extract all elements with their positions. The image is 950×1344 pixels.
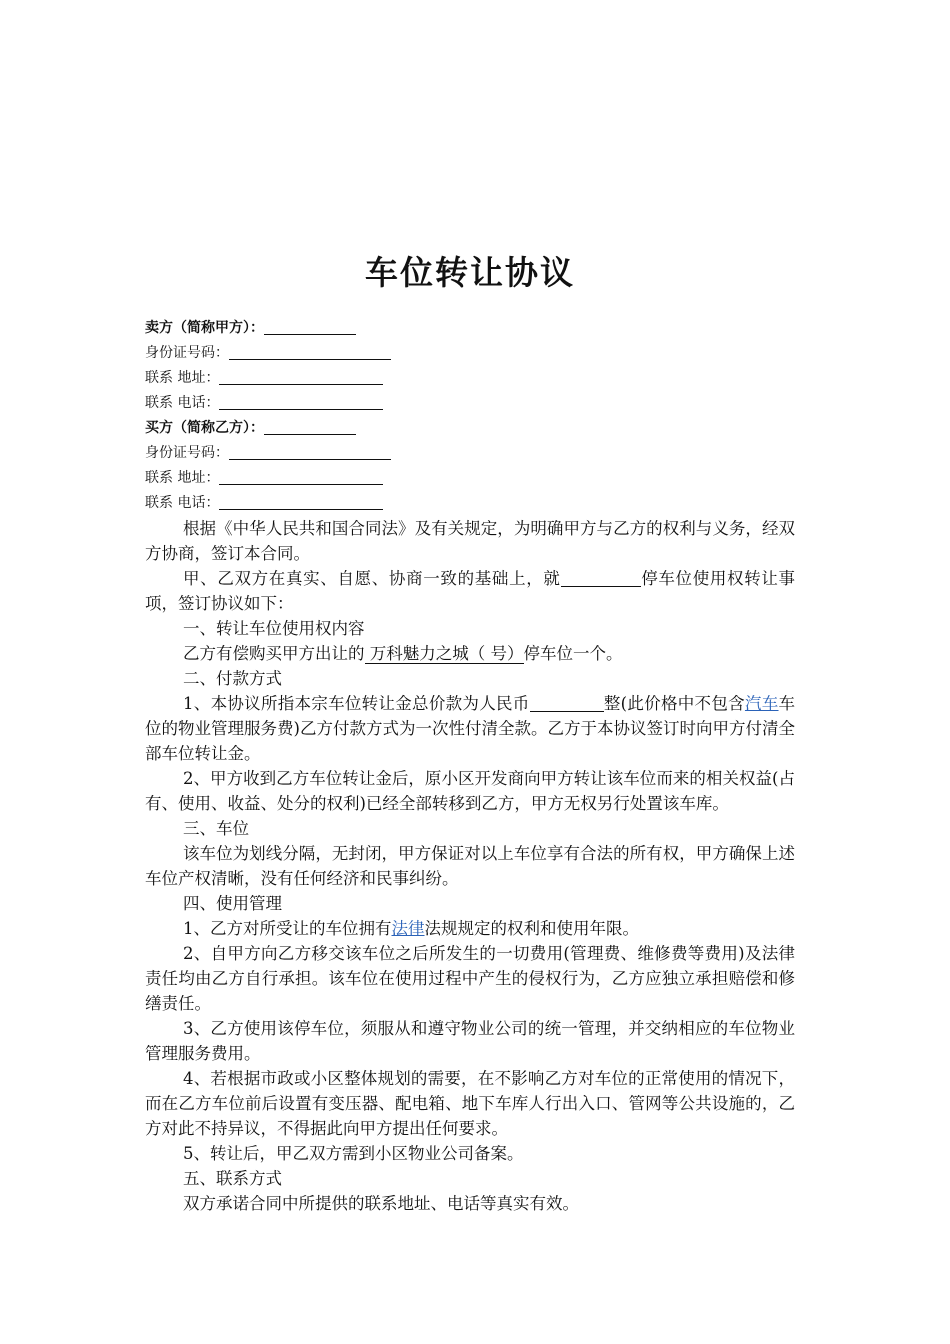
section-1-heading: 一、转让车位使用权内容 — [183, 619, 365, 638]
law-link[interactable]: 法律 — [391, 919, 425, 938]
s2-p1-a: 1、本协议所指本宗车位转让金总价款为人民币 — [183, 694, 530, 713]
section-5-heading: 五、联系方式 — [183, 1169, 282, 1188]
seller-address-label: 联系 地址： — [145, 370, 220, 386]
section-1-paragraph — [145, 641, 795, 666]
seller-id-field — [145, 341, 795, 366]
seller-address-field — [145, 366, 795, 391]
buyer-id-label: 身份证号码： — [145, 445, 229, 461]
buyer-id-blank[interactable] — [229, 443, 391, 460]
s4-p1-b: 法规规定的权利和使用年限。 — [424, 919, 639, 938]
price-blank[interactable] — [530, 695, 604, 712]
s1-text-after: 停车位一个。 — [523, 644, 623, 663]
section-3-heading: 三、车位 — [183, 819, 249, 838]
s1-text-before: 乙方有偿购买甲方出让的 — [183, 644, 365, 663]
buyer-phone-blank[interactable] — [219, 493, 383, 510]
seller-name-field — [145, 316, 795, 341]
s1-parking-place: 万科魅力之城（ 号） — [364, 644, 524, 663]
parking-location-blank[interactable] — [561, 570, 641, 587]
seller-address-blank[interactable] — [219, 368, 383, 385]
section-4-paragraph-5: 5、转让后，甲乙双方需到小区物业公司备案。 — [183, 1144, 524, 1163]
intro-paragraph: 根据《中华人民共和国合同法》及有关规定，为明确甲方与乙方的权利与义务，经双方协商，签订本合同。 — [145, 519, 795, 563]
buyer-address-field — [145, 466, 795, 491]
section-2-paragraph-2: 2、甲方收到乙方车位转让金后，原小区开发商向甲方转让该车位而来的相关权益(占有、使用、收益、处分的权利)已经全部转移到乙方，甲方无权另行处置该车库。 — [145, 769, 795, 813]
section-4-paragraph-1 — [145, 916, 795, 941]
buyer-name-field — [145, 416, 795, 441]
seller-phone-field — [145, 391, 795, 416]
seller-id-label: 身份证号码： — [145, 345, 229, 361]
basis-text-after: 停车位使用权转让事项，签订协议如下： — [145, 569, 796, 613]
section-2-paragraph-1 — [145, 691, 795, 766]
car-link[interactable]: 汽车 — [744, 694, 779, 713]
buyer-address-blank[interactable] — [219, 468, 383, 485]
contract-body — [145, 250, 795, 1216]
s2-p1-b: 整(此价格中不包含 — [603, 694, 745, 713]
buyer-label: 买方（简称乙方）： — [145, 420, 264, 436]
seller-name-blank[interactable] — [264, 318, 356, 335]
buyer-name-blank[interactable] — [264, 418, 356, 435]
seller-id-blank[interactable] — [229, 343, 391, 360]
section-4-paragraph-2: 2、自甲方向乙方移交该车位之后所发生的一切费用(管理费、维修费等费用)及法律责任均由乙方自行承担。该车位在使用过程中产生的侵权行为，乙方应独立承担赔偿和修缮责任。 — [145, 944, 795, 1013]
s2-p1-c: 车位的物业管理服务费)乙方付款方式为一次性付清全款。乙方于本协议签订时向甲方付清全部车位转让金。 — [145, 694, 796, 763]
section-4-heading: 四、使用管理 — [183, 894, 282, 913]
buyer-phone-label: 联系 电话： — [145, 495, 220, 511]
document-title: 车位转让协议 — [365, 253, 575, 292]
seller-phone-blank[interactable] — [219, 393, 383, 410]
basis-paragraph — [145, 566, 795, 616]
buyer-phone-field — [145, 491, 795, 516]
section-4-paragraph-3: 3、乙方使用该停车位，须服从和遵守物业公司的统一管理，并交纳相应的车位物业管理服务费用。 — [145, 1019, 795, 1063]
basis-text-before: 甲、乙双方在真实、自愿、协商一致的基础上，就 — [183, 569, 561, 588]
section-2-heading: 二、付款方式 — [183, 669, 282, 688]
seller-phone-label: 联系 电话： — [145, 395, 220, 411]
section-3-paragraph: 该车位为划线分隔，无封闭，甲方保证对以上车位享有合法的所有权，甲方确保上述车位产权清晰，没有任何经济和民事纠纷。 — [145, 844, 795, 888]
section-4-paragraph-4: 4、若根据市政或小区整体规划的需要，在不影响乙方对车位的正常使用的情况下，而在乙方车位前后设置有变压器、配电箱、地下车库人行出入口、管网等公共设施的，乙方对此不持异议，不得据此向甲方提出任何要求。 — [145, 1069, 795, 1138]
s4-p1-a: 1、乙方对所受让的车位拥有 — [183, 919, 392, 938]
seller-label: 卖方（简称甲方）： — [145, 320, 264, 336]
buyer-address-label: 联系 地址： — [145, 470, 220, 486]
buyer-id-field — [145, 441, 795, 466]
section-5-paragraph: 双方承诺合同中所提供的联系地址、电话等真实有效。 — [183, 1194, 579, 1213]
